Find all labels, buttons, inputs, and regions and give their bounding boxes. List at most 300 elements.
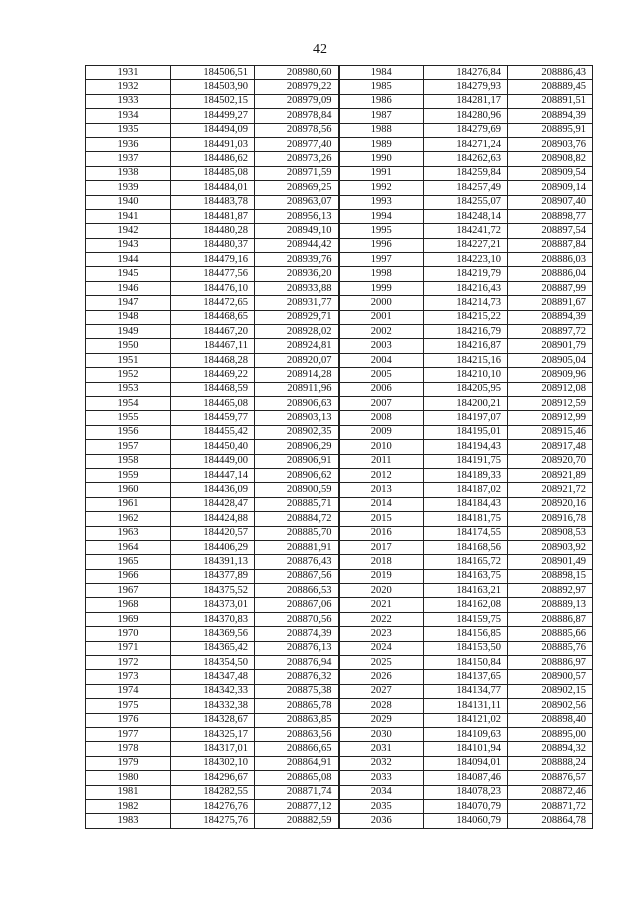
- x-coordinate-cell: 184159,75: [424, 612, 508, 626]
- table-row: [86, 339, 593, 353]
- point-number-cell: 2010: [339, 440, 424, 454]
- x-coordinate-cell: 184181,75: [424, 512, 508, 526]
- table-row: [86, 771, 593, 785]
- point-number-cell: 2012: [339, 468, 424, 482]
- y-coordinate-cell: 208865,08: [255, 771, 339, 785]
- x-coordinate-cell: 184480,37: [171, 238, 255, 252]
- point-number-cell: 1941: [86, 209, 171, 223]
- y-coordinate-cell: 208911,96: [255, 382, 339, 396]
- x-coordinate-cell: 184296,67: [171, 771, 255, 785]
- x-coordinate-cell: 184347,48: [171, 670, 255, 684]
- table-row: [86, 66, 593, 80]
- point-number-cell: 1956: [86, 425, 171, 439]
- x-coordinate-cell: 184279,69: [424, 123, 508, 137]
- table-row: [86, 181, 593, 195]
- x-coordinate-cell: 184255,07: [424, 195, 508, 209]
- point-number-cell: 2003: [339, 339, 424, 353]
- table-row: [86, 569, 593, 583]
- point-number-cell: 1958: [86, 454, 171, 468]
- y-coordinate-cell: 208898,40: [508, 713, 593, 727]
- point-number-cell: 2009: [339, 425, 424, 439]
- x-coordinate-cell: 184215,16: [424, 353, 508, 367]
- point-number-cell: 1995: [339, 224, 424, 238]
- x-coordinate-cell: 184428,47: [171, 497, 255, 511]
- x-coordinate-cell: 184491,03: [171, 137, 255, 151]
- point-number-cell: 1992: [339, 181, 424, 195]
- table-row: [86, 483, 593, 497]
- table-row: [86, 727, 593, 741]
- table-row: [86, 526, 593, 540]
- point-number-cell: 2035: [339, 799, 424, 813]
- y-coordinate-cell: 208963,07: [255, 195, 339, 209]
- x-coordinate-cell: 184280,96: [424, 109, 508, 123]
- point-number-cell: 1972: [86, 656, 171, 670]
- y-coordinate-cell: 208891,67: [508, 296, 593, 310]
- x-coordinate-cell: 184197,07: [424, 411, 508, 425]
- y-coordinate-cell: 208866,65: [255, 742, 339, 756]
- point-number-cell: 1942: [86, 224, 171, 238]
- point-number-cell: 1959: [86, 468, 171, 482]
- x-coordinate-cell: 184506,51: [171, 66, 255, 80]
- y-coordinate-cell: 208944,42: [255, 238, 339, 252]
- y-coordinate-cell: 208889,13: [508, 598, 593, 612]
- point-number-cell: 1952: [86, 368, 171, 382]
- table-row: [86, 411, 593, 425]
- x-coordinate-cell: 184279,93: [424, 80, 508, 94]
- point-number-cell: 1955: [86, 411, 171, 425]
- x-coordinate-cell: 184479,16: [171, 253, 255, 267]
- point-number-cell: 2007: [339, 396, 424, 410]
- point-number-cell: 1978: [86, 742, 171, 756]
- point-number-cell: 1974: [86, 684, 171, 698]
- x-coordinate-cell: 184447,14: [171, 468, 255, 482]
- point-number-cell: 1948: [86, 310, 171, 324]
- point-number-cell: 1966: [86, 569, 171, 583]
- x-coordinate-cell: 184370,83: [171, 612, 255, 626]
- table-row: [86, 253, 593, 267]
- x-coordinate-cell: 184165,72: [424, 555, 508, 569]
- y-coordinate-cell: 208894,39: [508, 310, 593, 324]
- x-coordinate-cell: 184375,52: [171, 584, 255, 598]
- point-number-cell: 1950: [86, 339, 171, 353]
- x-coordinate-cell: 184078,23: [424, 785, 508, 799]
- x-coordinate-cell: 184467,20: [171, 325, 255, 339]
- y-coordinate-cell: 208876,13: [255, 641, 339, 655]
- x-coordinate-cell: 184168,56: [424, 540, 508, 554]
- x-coordinate-cell: 184468,59: [171, 382, 255, 396]
- point-number-cell: 1961: [86, 497, 171, 511]
- y-coordinate-cell: 208889,45: [508, 80, 593, 94]
- y-coordinate-cell: 208933,88: [255, 281, 339, 295]
- point-number-cell: 1990: [339, 152, 424, 166]
- point-number-cell: 1931: [86, 66, 171, 80]
- point-number-cell: 2004: [339, 353, 424, 367]
- table-row: [86, 699, 593, 713]
- x-coordinate-cell: 184223,10: [424, 253, 508, 267]
- point-number-cell: 1982: [86, 799, 171, 813]
- point-number-cell: 1984: [339, 66, 424, 80]
- y-coordinate-cell: 208886,03: [508, 253, 593, 267]
- point-number-cell: 1975: [86, 699, 171, 713]
- point-number-cell: 2028: [339, 699, 424, 713]
- x-coordinate-cell: 184216,43: [424, 281, 508, 295]
- x-coordinate-cell: 184365,42: [171, 641, 255, 655]
- y-coordinate-cell: 208900,57: [508, 670, 593, 684]
- table-row: [86, 584, 593, 598]
- table-row: [86, 627, 593, 641]
- x-coordinate-cell: 184275,76: [171, 814, 255, 828]
- x-coordinate-cell: 184216,87: [424, 339, 508, 353]
- point-number-cell: 1980: [86, 771, 171, 785]
- table-row: [86, 152, 593, 166]
- table-row: [86, 742, 593, 756]
- table-row: [86, 80, 593, 94]
- y-coordinate-cell: 208969,25: [255, 181, 339, 195]
- table-row: [86, 497, 593, 511]
- point-number-cell: 2031: [339, 742, 424, 756]
- x-coordinate-cell: 184503,90: [171, 80, 255, 94]
- point-number-cell: 1996: [339, 238, 424, 252]
- y-coordinate-cell: 208920,70: [508, 454, 593, 468]
- point-number-cell: 1963: [86, 526, 171, 540]
- y-coordinate-cell: 208949,10: [255, 224, 339, 238]
- y-coordinate-cell: 208876,57: [508, 771, 593, 785]
- x-coordinate-cell: 184436,09: [171, 483, 255, 497]
- y-coordinate-cell: 208866,53: [255, 584, 339, 598]
- y-coordinate-cell: 208874,39: [255, 627, 339, 641]
- table-row: [86, 454, 593, 468]
- x-coordinate-cell: 184191,75: [424, 454, 508, 468]
- point-number-cell: 1994: [339, 209, 424, 223]
- y-coordinate-cell: 208977,40: [255, 137, 339, 151]
- y-coordinate-cell: 208905,04: [508, 353, 593, 367]
- x-coordinate-cell: 184276,84: [424, 66, 508, 80]
- point-number-cell: 2027: [339, 684, 424, 698]
- x-coordinate-cell: 184483,78: [171, 195, 255, 209]
- y-coordinate-cell: 208929,71: [255, 310, 339, 324]
- x-coordinate-cell: 184101,94: [424, 742, 508, 756]
- x-coordinate-cell: 184424,88: [171, 512, 255, 526]
- point-number-cell: 1965: [86, 555, 171, 569]
- point-number-cell: 1949: [86, 325, 171, 339]
- point-number-cell: 2011: [339, 454, 424, 468]
- point-number-cell: 2013: [339, 483, 424, 497]
- point-number-cell: 2030: [339, 727, 424, 741]
- y-coordinate-cell: 208894,39: [508, 109, 593, 123]
- y-coordinate-cell: 208921,89: [508, 468, 593, 482]
- x-coordinate-cell: 184302,10: [171, 756, 255, 770]
- y-coordinate-cell: 208884,72: [255, 512, 339, 526]
- x-coordinate-cell: 184276,76: [171, 799, 255, 813]
- point-number-cell: 2002: [339, 325, 424, 339]
- y-coordinate-cell: 208876,43: [255, 555, 339, 569]
- point-number-cell: 1997: [339, 253, 424, 267]
- y-coordinate-cell: 208978,56: [255, 123, 339, 137]
- point-number-cell: 1969: [86, 612, 171, 626]
- x-coordinate-cell: 184214,73: [424, 296, 508, 310]
- x-coordinate-cell: 184121,02: [424, 713, 508, 727]
- table-row: [86, 238, 593, 252]
- point-number-cell: 1960: [86, 483, 171, 497]
- y-coordinate-cell: 208920,16: [508, 497, 593, 511]
- y-coordinate-cell: 208871,72: [508, 799, 593, 813]
- point-number-cell: 2022: [339, 612, 424, 626]
- point-number-cell: 1944: [86, 253, 171, 267]
- x-coordinate-cell: 184332,38: [171, 699, 255, 713]
- y-coordinate-cell: 208865,78: [255, 699, 339, 713]
- y-coordinate-cell: 208895,00: [508, 727, 593, 741]
- x-coordinate-cell: 184262,63: [424, 152, 508, 166]
- y-coordinate-cell: 208885,66: [508, 627, 593, 641]
- point-number-cell: 1977: [86, 727, 171, 741]
- y-coordinate-cell: 208877,12: [255, 799, 339, 813]
- table-row: [86, 209, 593, 223]
- table-row: [86, 267, 593, 281]
- y-coordinate-cell: 208897,72: [508, 325, 593, 339]
- point-number-cell: 2023: [339, 627, 424, 641]
- y-coordinate-cell: 208887,84: [508, 238, 593, 252]
- point-number-cell: 2000: [339, 296, 424, 310]
- x-coordinate-cell: 184499,27: [171, 109, 255, 123]
- x-coordinate-cell: 184485,08: [171, 166, 255, 180]
- x-coordinate-cell: 184137,65: [424, 670, 508, 684]
- x-coordinate-cell: 184134,77: [424, 684, 508, 698]
- table-row: [86, 195, 593, 209]
- table-row: [86, 440, 593, 454]
- y-coordinate-cell: 208956,13: [255, 209, 339, 223]
- x-coordinate-cell: 184162,08: [424, 598, 508, 612]
- x-coordinate-cell: 184194,43: [424, 440, 508, 454]
- point-number-cell: 1933: [86, 94, 171, 108]
- x-coordinate-cell: 184156,85: [424, 627, 508, 641]
- x-coordinate-cell: 184281,17: [424, 94, 508, 108]
- table-row: [86, 94, 593, 108]
- x-coordinate-cell: 184184,43: [424, 497, 508, 511]
- y-coordinate-cell: 208901,79: [508, 339, 593, 353]
- y-coordinate-cell: 208885,71: [255, 497, 339, 511]
- x-coordinate-cell: 184468,28: [171, 353, 255, 367]
- y-coordinate-cell: 208909,96: [508, 368, 593, 382]
- y-coordinate-cell: 208867,06: [255, 598, 339, 612]
- y-coordinate-cell: 208906,62: [255, 468, 339, 482]
- point-number-cell: 2017: [339, 540, 424, 554]
- point-number-cell: 2008: [339, 411, 424, 425]
- y-coordinate-cell: 208864,91: [255, 756, 339, 770]
- point-number-cell: 1998: [339, 267, 424, 281]
- x-coordinate-cell: 184477,56: [171, 267, 255, 281]
- x-coordinate-cell: 184484,01: [171, 181, 255, 195]
- table-row: [86, 353, 593, 367]
- x-coordinate-cell: 184455,42: [171, 425, 255, 439]
- point-number-cell: 2020: [339, 584, 424, 598]
- y-coordinate-cell: 208895,91: [508, 123, 593, 137]
- table-row: [86, 425, 593, 439]
- y-coordinate-cell: 208979,22: [255, 80, 339, 94]
- coordinates-table: [85, 65, 593, 829]
- x-coordinate-cell: 184131,11: [424, 699, 508, 713]
- x-coordinate-cell: 184257,49: [424, 181, 508, 195]
- y-coordinate-cell: 208886,43: [508, 66, 593, 80]
- table-row: [86, 799, 593, 813]
- point-number-cell: 1976: [86, 713, 171, 727]
- point-number-cell: 1932: [86, 80, 171, 94]
- y-coordinate-cell: 208871,74: [255, 785, 339, 799]
- point-number-cell: 2005: [339, 368, 424, 382]
- y-coordinate-cell: 208909,54: [508, 166, 593, 180]
- x-coordinate-cell: 184210,10: [424, 368, 508, 382]
- table-row: [86, 224, 593, 238]
- y-coordinate-cell: 208973,26: [255, 152, 339, 166]
- point-number-cell: 2019: [339, 569, 424, 583]
- y-coordinate-cell: 208897,54: [508, 224, 593, 238]
- point-number-cell: 1981: [86, 785, 171, 799]
- y-coordinate-cell: 208906,91: [255, 454, 339, 468]
- x-coordinate-cell: 184377,89: [171, 569, 255, 583]
- table-row: [86, 281, 593, 295]
- y-coordinate-cell: 208881,91: [255, 540, 339, 554]
- x-coordinate-cell: 184459,77: [171, 411, 255, 425]
- point-number-cell: 2029: [339, 713, 424, 727]
- x-coordinate-cell: 184502,15: [171, 94, 255, 108]
- x-coordinate-cell: 184406,29: [171, 540, 255, 554]
- x-coordinate-cell: 184153,50: [424, 641, 508, 655]
- table-row: [86, 814, 593, 828]
- y-coordinate-cell: 208885,70: [255, 526, 339, 540]
- y-coordinate-cell: 208892,97: [508, 584, 593, 598]
- y-coordinate-cell: 208908,82: [508, 152, 593, 166]
- table-row: [86, 555, 593, 569]
- point-number-cell: 2018: [339, 555, 424, 569]
- point-number-cell: 1935: [86, 123, 171, 137]
- point-number-cell: 1993: [339, 195, 424, 209]
- y-coordinate-cell: 208894,32: [508, 742, 593, 756]
- point-number-cell: 1999: [339, 281, 424, 295]
- y-coordinate-cell: 208902,56: [508, 699, 593, 713]
- y-coordinate-cell: 208909,14: [508, 181, 593, 195]
- y-coordinate-cell: 208891,51: [508, 94, 593, 108]
- table-row: [86, 612, 593, 626]
- y-coordinate-cell: 208978,84: [255, 109, 339, 123]
- point-number-cell: 2006: [339, 382, 424, 396]
- y-coordinate-cell: 208912,08: [508, 382, 593, 396]
- table-row: [86, 137, 593, 151]
- x-coordinate-cell: 184476,10: [171, 281, 255, 295]
- y-coordinate-cell: 208903,76: [508, 137, 593, 151]
- y-coordinate-cell: 208876,94: [255, 656, 339, 670]
- x-coordinate-cell: 184070,79: [424, 799, 508, 813]
- x-coordinate-cell: 184094,01: [424, 756, 508, 770]
- x-coordinate-cell: 184494,09: [171, 123, 255, 137]
- y-coordinate-cell: 208907,40: [508, 195, 593, 209]
- point-number-cell: 2033: [339, 771, 424, 785]
- table-row: [86, 785, 593, 799]
- y-coordinate-cell: 208903,13: [255, 411, 339, 425]
- point-number-cell: 1953: [86, 382, 171, 396]
- x-coordinate-cell: 184150,84: [424, 656, 508, 670]
- y-coordinate-cell: 208931,77: [255, 296, 339, 310]
- coordinates-table-body: [86, 66, 593, 829]
- point-number-cell: 1985: [339, 80, 424, 94]
- point-number-cell: 1937: [86, 152, 171, 166]
- point-number-cell: 1970: [86, 627, 171, 641]
- x-coordinate-cell: 184205,95: [424, 382, 508, 396]
- point-number-cell: 2001: [339, 310, 424, 324]
- point-number-cell: 2036: [339, 814, 424, 828]
- point-number-cell: 1971: [86, 641, 171, 655]
- y-coordinate-cell: 208902,35: [255, 425, 339, 439]
- x-coordinate-cell: 184271,24: [424, 137, 508, 151]
- y-coordinate-cell: 208901,49: [508, 555, 593, 569]
- table-row: [86, 396, 593, 410]
- table-row: [86, 656, 593, 670]
- x-coordinate-cell: 184391,13: [171, 555, 255, 569]
- x-coordinate-cell: 184354,50: [171, 656, 255, 670]
- point-number-cell: 1964: [86, 540, 171, 554]
- point-number-cell: 2014: [339, 497, 424, 511]
- point-number-cell: 1938: [86, 166, 171, 180]
- point-number-cell: 1954: [86, 396, 171, 410]
- y-coordinate-cell: 208875,38: [255, 684, 339, 698]
- point-number-cell: 1936: [86, 137, 171, 151]
- point-number-cell: 2024: [339, 641, 424, 655]
- y-coordinate-cell: 208908,53: [508, 526, 593, 540]
- y-coordinate-cell: 208914,28: [255, 368, 339, 382]
- x-coordinate-cell: 184189,33: [424, 468, 508, 482]
- point-number-cell: 1983: [86, 814, 171, 828]
- y-coordinate-cell: 208886,87: [508, 612, 593, 626]
- table-row: [86, 598, 593, 612]
- x-coordinate-cell: 184163,21: [424, 584, 508, 598]
- x-coordinate-cell: 184215,22: [424, 310, 508, 324]
- point-number-cell: 2016: [339, 526, 424, 540]
- y-coordinate-cell: 208885,76: [508, 641, 593, 655]
- x-coordinate-cell: 184259,84: [424, 166, 508, 180]
- y-coordinate-cell: 208920,07: [255, 353, 339, 367]
- x-coordinate-cell: 184200,21: [424, 396, 508, 410]
- table-row: [86, 382, 593, 396]
- page-number: 42: [313, 42, 327, 57]
- point-number-cell: 2021: [339, 598, 424, 612]
- y-coordinate-cell: 208928,02: [255, 325, 339, 339]
- point-number-cell: 1943: [86, 238, 171, 252]
- x-coordinate-cell: 184420,57: [171, 526, 255, 540]
- y-coordinate-cell: 208872,46: [508, 785, 593, 799]
- y-coordinate-cell: 208870,56: [255, 612, 339, 626]
- x-coordinate-cell: 184219,79: [424, 267, 508, 281]
- table-row: [86, 756, 593, 770]
- table-row: [86, 641, 593, 655]
- x-coordinate-cell: 184465,08: [171, 396, 255, 410]
- x-coordinate-cell: 184342,33: [171, 684, 255, 698]
- y-coordinate-cell: 208906,29: [255, 440, 339, 454]
- point-number-cell: 1957: [86, 440, 171, 454]
- table-row: [86, 310, 593, 324]
- y-coordinate-cell: 208979,09: [255, 94, 339, 108]
- y-coordinate-cell: 208876,32: [255, 670, 339, 684]
- point-number-cell: 1962: [86, 512, 171, 526]
- y-coordinate-cell: 208882,59: [255, 814, 339, 828]
- y-coordinate-cell: 208980,60: [255, 66, 339, 80]
- table-row: [86, 468, 593, 482]
- x-coordinate-cell: 184481,87: [171, 209, 255, 223]
- point-number-cell: 1945: [86, 267, 171, 281]
- y-coordinate-cell: 208898,77: [508, 209, 593, 223]
- point-number-cell: 1986: [339, 94, 424, 108]
- y-coordinate-cell: 208888,24: [508, 756, 593, 770]
- x-coordinate-cell: 184248,14: [424, 209, 508, 223]
- x-coordinate-cell: 184468,65: [171, 310, 255, 324]
- point-number-cell: 1989: [339, 137, 424, 151]
